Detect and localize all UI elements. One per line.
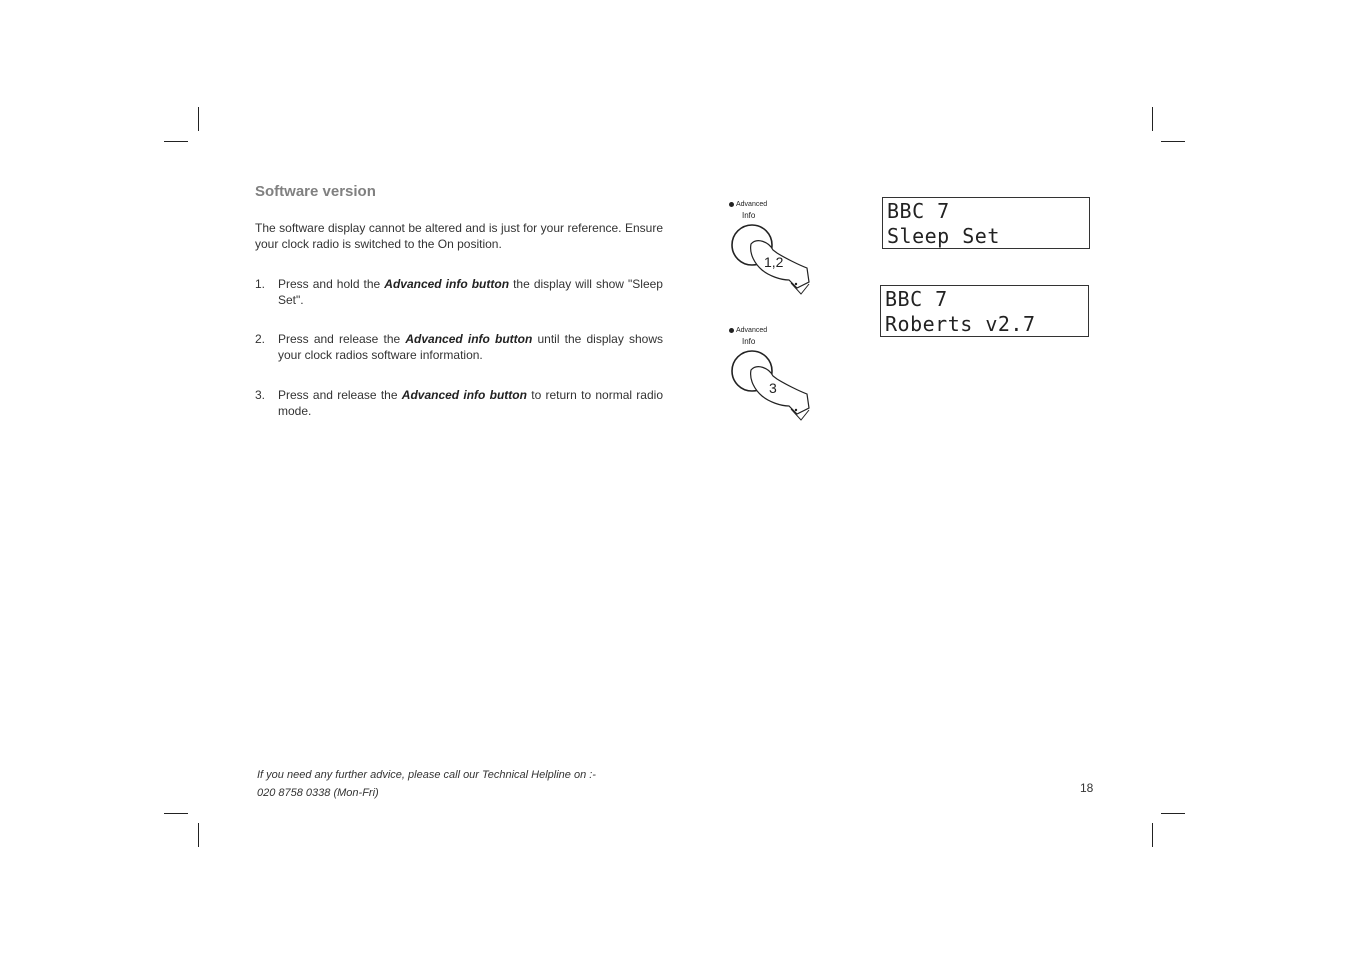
button-caption: Advanced [729, 201, 767, 208]
lcd-display [880, 285, 1089, 337]
page-number: 18 [1080, 781, 1094, 795]
crop-mark [164, 813, 188, 814]
step-text: Press and release the Advanced info button to return to normal radio mode. [278, 388, 663, 418]
crop-mark [164, 141, 188, 142]
footer-phone: 020 8758 0338 (Mon-Fri) [257, 787, 379, 799]
advanced-info-button-illustration [729, 201, 819, 296]
crop-mark [198, 107, 199, 131]
intro-paragraph: The software display cannot be altered and is just for your reference. Ensure your clock radio is switched to the On position. [255, 221, 663, 251]
button-caption: Info [742, 337, 756, 346]
crop-mark [1152, 107, 1153, 131]
crop-mark [1152, 823, 1153, 847]
step-number: 2. [255, 332, 266, 346]
crop-mark [198, 823, 199, 847]
instruction-step [255, 387, 663, 419]
advanced-info-button-illustration [729, 327, 819, 422]
lcd-line: Sleep Set [887, 224, 1000, 248]
step-text: Press and release the Advanced info button until the display shows your clock radios software information. [278, 332, 664, 362]
lcd-line: BBC 7 [885, 287, 948, 311]
footer-helpline-text: If you need any further advice, please call our Technical Helpline on :- [257, 769, 596, 781]
section-heading: Software version [255, 183, 376, 200]
crop-mark [1161, 141, 1185, 142]
lcd-line: Roberts v2.7 [885, 312, 1036, 336]
button-caption: Info [742, 211, 756, 220]
step-text: Press and hold the Advanced info button the display will show "Sleep Set". [278, 277, 663, 307]
step-number: 1. [255, 277, 266, 291]
button-caption: Advanced [729, 327, 767, 334]
instruction-step [255, 331, 663, 363]
step-label: 3 [769, 380, 777, 396]
lcd-line: BBC 7 [887, 199, 950, 223]
instruction-step [255, 276, 663, 308]
lcd-display [882, 197, 1090, 249]
crop-mark [1161, 813, 1185, 814]
step-label: 1,2 [764, 254, 784, 270]
step-number: 3. [255, 388, 266, 402]
